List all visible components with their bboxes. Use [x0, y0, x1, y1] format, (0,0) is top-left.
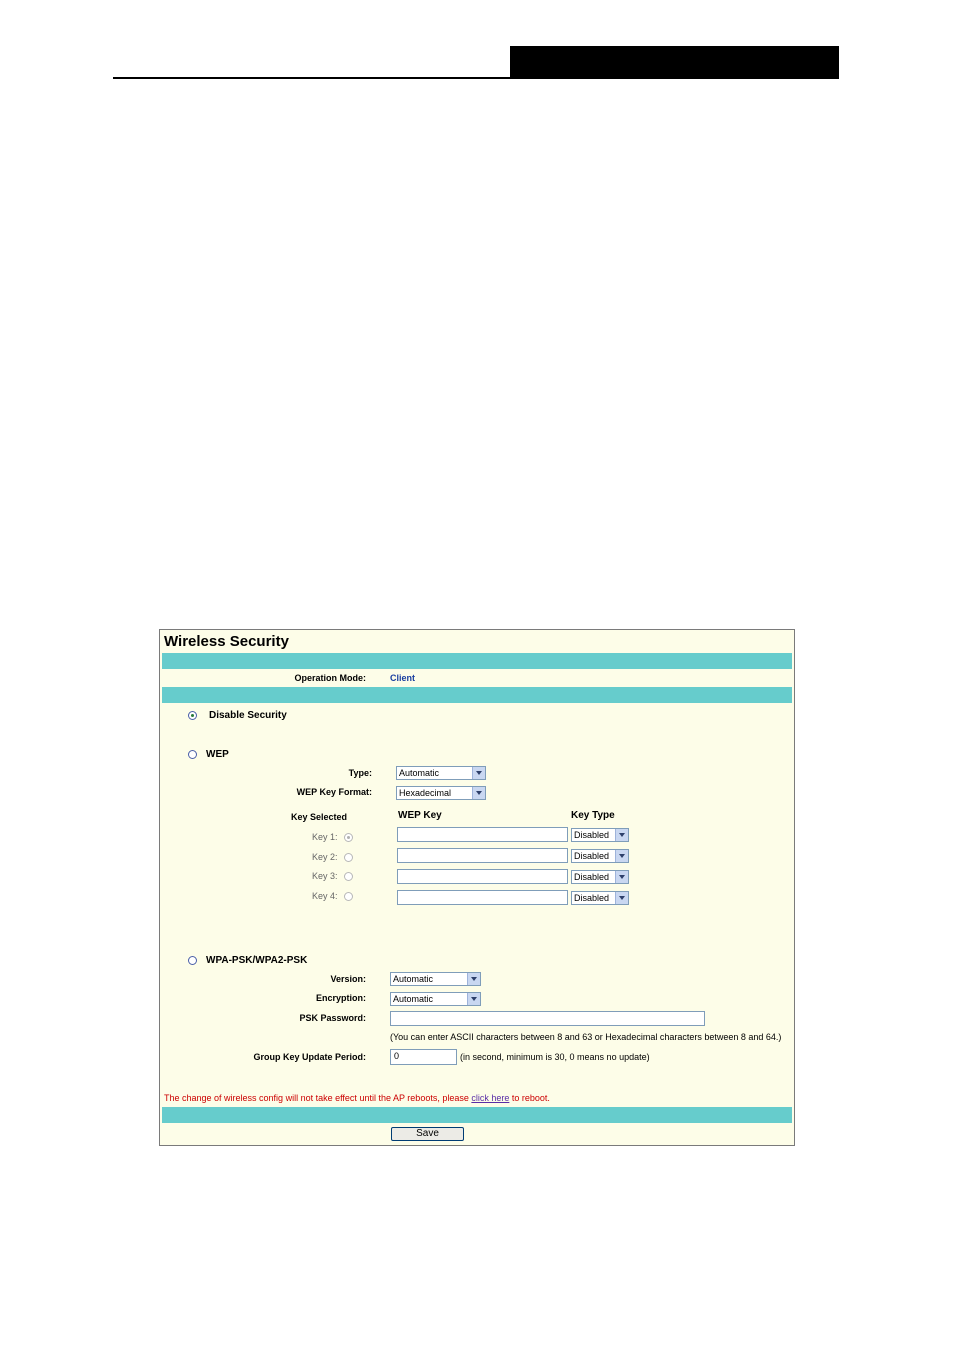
- wpa-version-select[interactable]: [390, 972, 481, 986]
- chevron-down-icon[interactable]: [467, 973, 480, 985]
- reboot-notice-text-before: The change of wireless config will not take effect until the AP reboots, please: [164, 1093, 472, 1103]
- click-here-link[interactable]: click here: [471, 1093, 510, 1103]
- key-2-type-value: Disabled: [574, 851, 610, 861]
- key-4-type-value: Disabled: [574, 893, 610, 903]
- group-key-update-period-label: Group Key Update Period:: [253, 1052, 366, 1062]
- wpa-encryption-value: Automatic: [393, 994, 434, 1004]
- chevron-down-icon[interactable]: [472, 787, 485, 799]
- key-2-input[interactable]: [397, 848, 568, 863]
- wpa-version-value: Automatic: [393, 974, 434, 984]
- operation-mode-value: Client: [390, 673, 416, 683]
- wep-key-format-select[interactable]: [396, 786, 486, 800]
- wireless-security-panel: [159, 629, 795, 1146]
- wpa-encryption-select[interactable]: [390, 992, 481, 1006]
- bottom-divider-bar: [162, 1107, 792, 1123]
- group-key-update-period-hint: (in second, minimum is 30, 0 means no update): [460, 1052, 650, 1062]
- wep-type-value: Automatic: [399, 768, 440, 778]
- wep-type-select[interactable]: [396, 766, 486, 780]
- mode-divider-bar: [162, 687, 792, 703]
- psk-password-hint: (You can enter ASCII characters between 8 and 63 or Hexadecimal characters between 8 and 64.): [390, 1032, 782, 1042]
- wep-key-header: WEP Key: [398, 810, 442, 821]
- wpa-encryption-label: Encryption:: [315, 993, 366, 1003]
- key-1-type-select[interactable]: [571, 828, 629, 842]
- wpa-version-label: Version:: [330, 974, 366, 984]
- top-divider-bar: [162, 653, 792, 669]
- key-1-input[interactable]: [397, 827, 568, 842]
- key-3-radio[interactable]: [344, 872, 353, 881]
- key-3-type-select[interactable]: [571, 870, 629, 884]
- key-2-label: Key 2:: [312, 852, 338, 862]
- wep-type-label: Type:: [348, 768, 372, 778]
- chevron-down-icon[interactable]: [472, 767, 485, 779]
- wep-radio[interactable]: [188, 750, 197, 759]
- wep-label: WEP: [206, 749, 229, 760]
- key-type-header: Key Type: [571, 810, 615, 821]
- group-key-update-period-input[interactable]: 0: [390, 1049, 457, 1065]
- chevron-down-icon[interactable]: [615, 850, 628, 862]
- key-4-input[interactable]: [397, 890, 568, 905]
- key-1-type-value: Disabled: [574, 830, 610, 840]
- operation-mode-label: Operation Mode:: [294, 673, 366, 683]
- key-2-type-select[interactable]: [571, 849, 629, 863]
- page-title: Wireless Security: [164, 633, 289, 650]
- chevron-down-icon[interactable]: [615, 871, 628, 883]
- wep-key-format-label: WEP Key Format:: [296, 787, 372, 797]
- chevron-down-icon[interactable]: [467, 993, 480, 1005]
- disable-security-label: Disable Security: [209, 710, 287, 721]
- key-2-radio[interactable]: [344, 853, 353, 862]
- key-1-label: Key 1:: [312, 832, 338, 842]
- header-black-box: [510, 46, 839, 79]
- wep-key-format-value: Hexadecimal: [399, 788, 452, 798]
- key-3-input[interactable]: [397, 869, 568, 884]
- key-4-label: Key 4:: [312, 891, 338, 901]
- reboot-notice-text-after: to reboot.: [509, 1093, 550, 1103]
- key-selected-header: Key Selected: [291, 812, 348, 822]
- key-4-radio[interactable]: [344, 892, 353, 901]
- psk-password-label: PSK Password:: [299, 1013, 366, 1023]
- save-button[interactable]: Save: [391, 1127, 464, 1141]
- key-3-type-value: Disabled: [574, 872, 610, 882]
- reboot-notice: [164, 1093, 550, 1103]
- key-3-label: Key 3:: [312, 871, 338, 881]
- chevron-down-icon[interactable]: [615, 829, 628, 841]
- psk-password-input[interactable]: [390, 1011, 705, 1026]
- wpa-radio[interactable]: [188, 956, 197, 965]
- wpa-label: WPA-PSK/WPA2-PSK: [206, 955, 308, 966]
- chevron-down-icon[interactable]: [615, 892, 628, 904]
- key-4-type-select[interactable]: [571, 891, 629, 905]
- disable-security-radio[interactable]: [188, 711, 197, 720]
- key-1-radio[interactable]: [344, 833, 353, 842]
